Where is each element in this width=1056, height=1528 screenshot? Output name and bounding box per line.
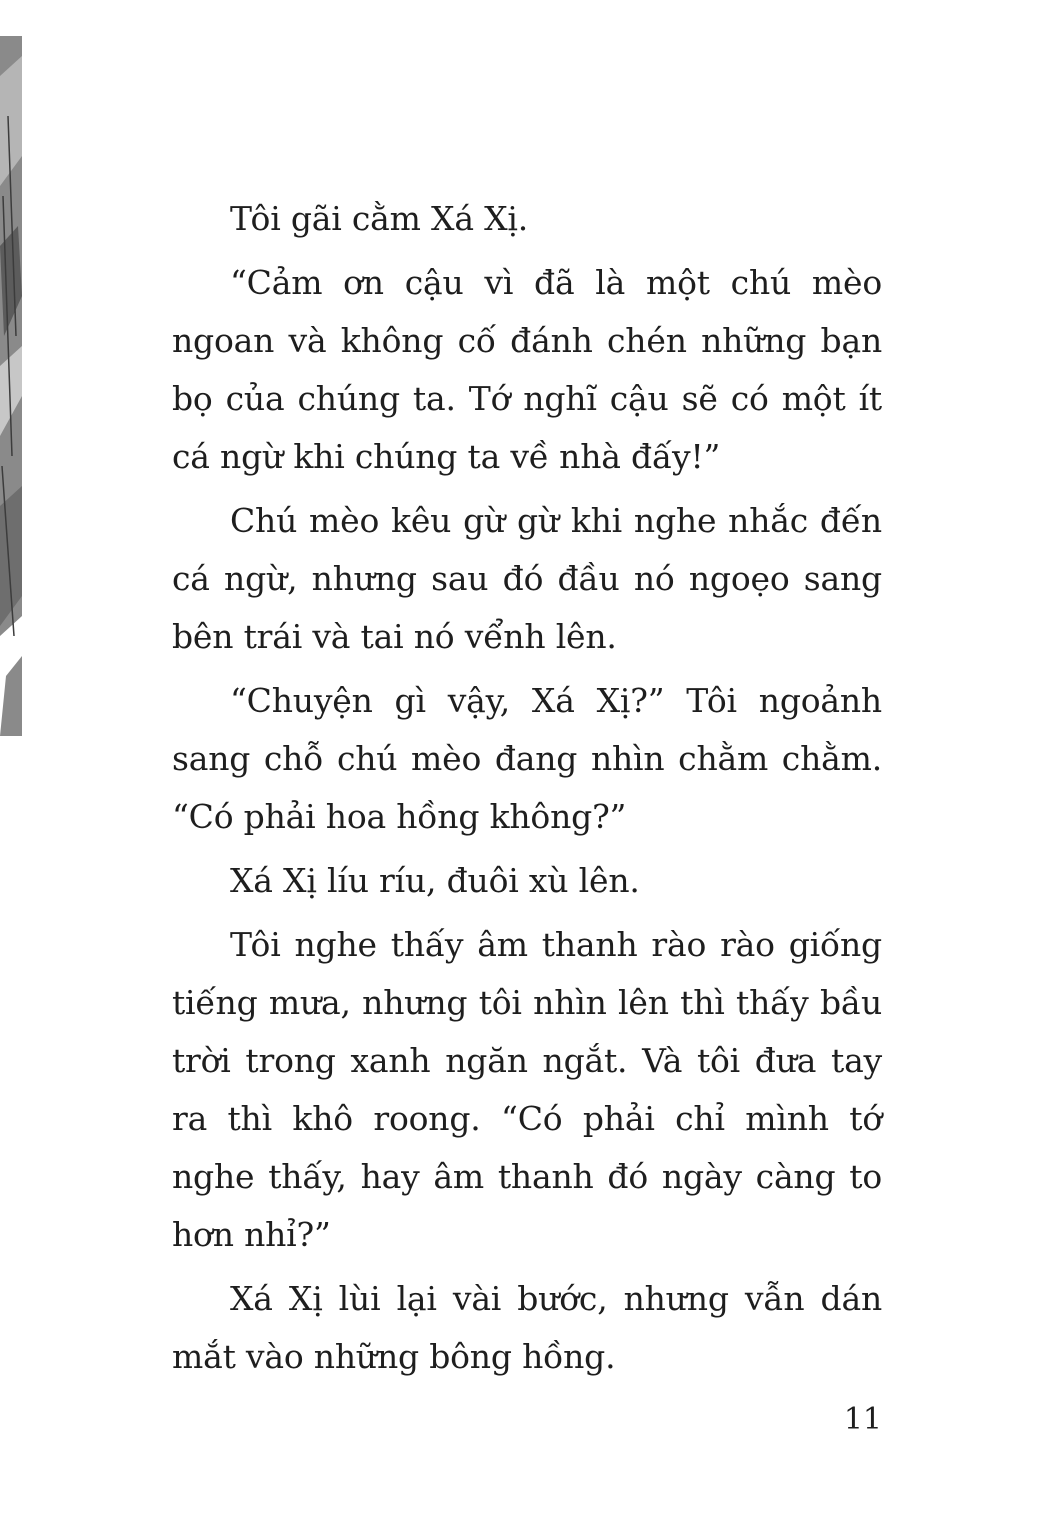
paragraph: Tôi gãi cằm Xá Xị. — [230, 199, 529, 238]
paragraph: “Chuyện gì vậy, Xá Xị?” Tôi ngoảnh sang chỗ chú mèo đang nhìn chằm chằm. “Có phải hoa hồng không?” — [172, 681, 882, 836]
page-number: 11 — [843, 1402, 882, 1437]
paragraph: Chú mèo kêu gừ gừ khi nghe nhắc đến cá ngừ, nhưng sau đó đầu nó ngoẹo sang bên trái và tai nó vểnh lên. — [172, 501, 882, 656]
paragraph: “Cảm ơn cậu vì đã là một chú mèo ngoan và không cố đánh chén những bạn bọ của chúng ta. Tớ nghĩ cậu sẽ có một ít cá ngừ khi chúng ta về nhà đấy!” — [172, 263, 882, 476]
paragraph: Xá Xị líu ríu, đuôi xù lên. — [230, 861, 640, 900]
paragraph: Xá Xị lùi lại vài bước, nhưng vẫn dán mắt vào những bông hồng. — [172, 1279, 882, 1376]
paragraph: Tôi nghe thấy âm thanh rào rào giống tiếng mưa, nhưng tôi nhìn lên thì thấy bầu trời trong xanh ngăn ngắt. Và tôi đưa tay ra thì khô roong. “Có phải chỉ mình tớ nghe thấy, hay âm thanh đó ngày càng to hơn nhỉ?” — [172, 925, 882, 1254]
edge-illustration — [0, 36, 22, 736]
body-text — [172, 190, 882, 1392]
